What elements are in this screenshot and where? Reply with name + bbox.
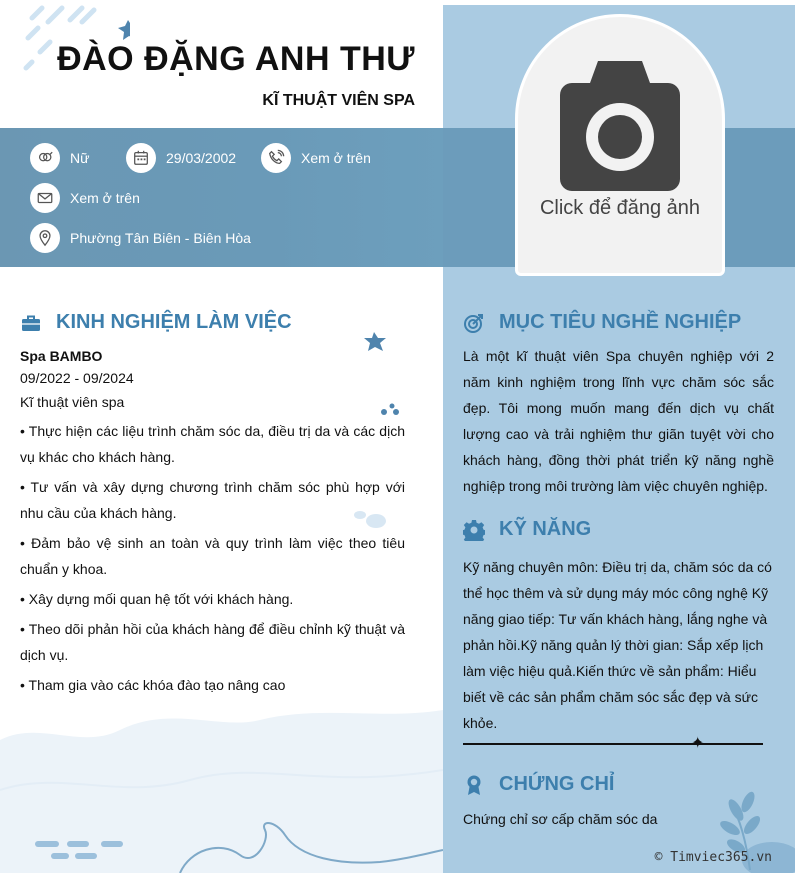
gender-icon bbox=[30, 143, 60, 173]
experience-bullet: • Đảm bảo vệ sinh an toàn và quy trình làm việc theo tiêu chuẩn y khoa. bbox=[20, 535, 405, 577]
skills-heading bbox=[463, 518, 591, 541]
address-value: Phường Tân Biên - Biên Hòa bbox=[70, 230, 251, 246]
briefcase-icon bbox=[20, 312, 42, 334]
camera-icon bbox=[560, 57, 680, 191]
experience-bullet: • Thực hiện các liệu trình chăm sóc da, điều trị da và các dịch vụ khác cho khách hàng. bbox=[20, 423, 405, 465]
objective-text: Là một kĩ thuật viên Spa chuyên nghiệp với 2 năm kinh nghiệm trong lĩnh vực chăm sóc sắc đẹp. Tôi mong muốn mang đến dịch vụ chất lượng cao và trải nghiệm thư giãn tuyệt vời cho khách hàng, đồng thời phát triển kỹ năng nghề nghiệp trong môi trường làm việc chuyên nghiệp. bbox=[463, 348, 774, 494]
gender-value: Nữ bbox=[70, 150, 90, 166]
divider-star-icon: ✦ bbox=[691, 735, 705, 752]
decorative-waves bbox=[0, 690, 443, 873]
photo-upload[interactable] bbox=[515, 14, 725, 276]
calendar-icon bbox=[126, 143, 156, 173]
target-icon bbox=[463, 312, 485, 334]
objective-heading bbox=[463, 311, 741, 334]
experience-bullet: • Tham gia vào các khóa đào tạo nâng cao bbox=[20, 677, 286, 693]
objective-heading-label: MỤC TIÊU NGHỀ NGHIỆP bbox=[499, 311, 742, 333]
experience-bullet: • Xây dựng mối quan hệ tốt với khách hàng. bbox=[20, 591, 294, 607]
award-icon bbox=[463, 774, 485, 796]
work-period: 09/2022 - 09/2024 bbox=[20, 370, 134, 386]
experience-bullet: • Theo dõi phản hồi của khách hàng để điều chỉnh kỹ thuật và dịch vụ. bbox=[20, 621, 405, 663]
certificate-text: Chứng chỉ sơ cấp chăm sóc da bbox=[463, 811, 658, 827]
photo-upload-label: Click để đăng ảnh bbox=[539, 197, 701, 219]
email-icon bbox=[30, 183, 60, 213]
contact-gender bbox=[30, 143, 89, 173]
job-title: KĨ THUẬT VIÊN SPA bbox=[262, 92, 415, 109]
phone-icon bbox=[261, 143, 291, 173]
dob-value: 29/03/2002 bbox=[166, 150, 237, 166]
experience-heading bbox=[20, 311, 292, 334]
watermark: © Timviec365.vn bbox=[654, 850, 772, 865]
location-pin-icon bbox=[30, 223, 60, 253]
work-role: Kĩ thuật viên spa bbox=[20, 394, 125, 410]
certificates-heading bbox=[463, 773, 614, 796]
phone-value: Xem ở trên bbox=[301, 150, 371, 166]
experience-heading-label: KINH NGHIỆM LÀM VIỆC bbox=[56, 311, 292, 333]
contact-phone[interactable] bbox=[261, 143, 371, 173]
experience-bullet: • Tư vấn và xây dựng chương trình chăm sóc phù hợp với nhu cầu của khách hàng. bbox=[20, 479, 405, 521]
certificates-heading-label: CHỨNG CHỈ bbox=[499, 773, 615, 795]
contact-address bbox=[30, 223, 251, 253]
email-value: Xem ở trên bbox=[70, 190, 140, 206]
section-divider bbox=[463, 743, 763, 745]
skills-heading-label: KỸ NĂNG bbox=[499, 518, 592, 540]
gear-icon bbox=[463, 519, 485, 541]
candidate-name: ĐÀO ĐẶNG ANH THƯ bbox=[57, 40, 415, 78]
contact-dob bbox=[126, 143, 236, 173]
company-name: Spa BAMBO bbox=[20, 348, 103, 364]
contact-email[interactable] bbox=[30, 183, 140, 213]
experience-entry bbox=[20, 346, 405, 698]
skills-text: Kỹ năng chuyên môn: Điều trị da, chăm sóc da có thể học thêm và sử dụng máy móc công nghệ Kỹ năng giao tiếp: Tư vấn khách hàng, lắng nghe và phản hồi.Kỹ năng quản lý thời gian: Sắp xếp lịch làm việc hiệu quả.Kiến thức về sản phẩm: Hiểu biết về các sản phẩm chăm sóc sắc đẹp và sức khỏe. bbox=[463, 559, 772, 731]
